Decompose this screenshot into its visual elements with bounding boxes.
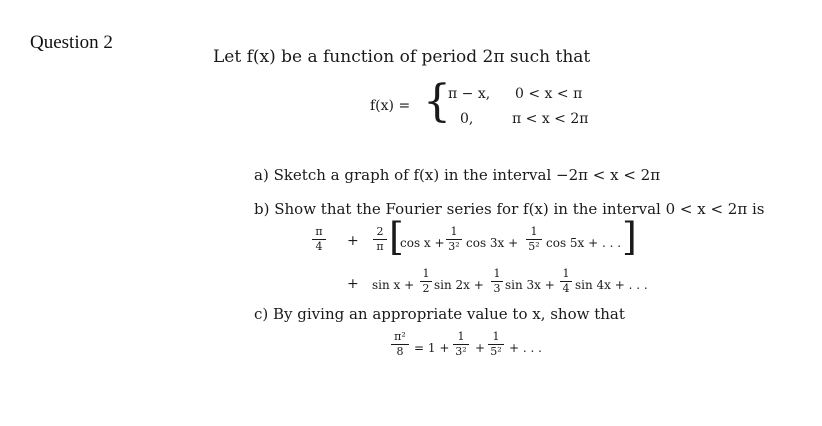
- fraction-1-over-5sq: 1 5²: [526, 226, 542, 253]
- fraction-1-over-3sq: 1 3²: [446, 226, 462, 253]
- part-a-text: a) Sketch a graph of f(x) in the interval −2π < x < 2π: [254, 166, 661, 184]
- plus-sign: +: [347, 233, 359, 249]
- fraction-pi-over-4: π 4: [312, 226, 326, 253]
- equals-one-plus: = 1 +: [414, 341, 450, 355]
- cos-5x-term: cos 5x + . . .: [546, 236, 622, 250]
- fraction-1-over-5sq-c: 1 5²: [488, 331, 504, 358]
- fraction-1-over-2: 1 2: [420, 268, 432, 295]
- case2-condition: π < x < 2π: [512, 111, 589, 127]
- plus-sign-c: +: [475, 341, 486, 355]
- question-heading: Question 2: [30, 32, 113, 53]
- cos-x-term: cos x +: [400, 236, 445, 250]
- ellipsis-tail: + . . .: [509, 341, 542, 355]
- part-b-text: b) Show that the Fourier series for f(x) in the interval 0 < x < 2π is: [254, 200, 765, 218]
- left-brace: {: [423, 76, 451, 127]
- sin-2x-term: sin 2x +: [434, 278, 484, 292]
- close-bracket: ]: [622, 215, 637, 259]
- part-c-text: c) By giving an appropriate value to x, show that: [254, 305, 625, 323]
- fraction-pi-sq-over-8: π² 8: [391, 331, 409, 358]
- sin-x-term: sin x +: [372, 278, 415, 292]
- fraction-1-over-3sq-c: 1 3²: [453, 331, 469, 358]
- fraction-1-over-3: 1 3: [491, 268, 503, 295]
- sin-3x-term: sin 3x +: [505, 278, 555, 292]
- sin-4x-term: sin 4x + . . .: [575, 278, 648, 292]
- definition-lhs: f(x) =: [370, 98, 411, 114]
- cos-3x-term: cos 3x +: [466, 236, 519, 250]
- intro-text: Let f(x) be a function of period 2π such that: [213, 47, 591, 67]
- plus-sign-2: +: [347, 276, 359, 292]
- fraction-1-over-4: 1 4: [560, 268, 572, 295]
- case2-value: 0,: [460, 111, 474, 127]
- case1-condition: 0 < x < π: [515, 86, 583, 102]
- case1-value: π − x,: [448, 86, 491, 102]
- open-bracket: [: [389, 215, 404, 259]
- fraction-2-over-pi: 2 π: [373, 226, 387, 253]
